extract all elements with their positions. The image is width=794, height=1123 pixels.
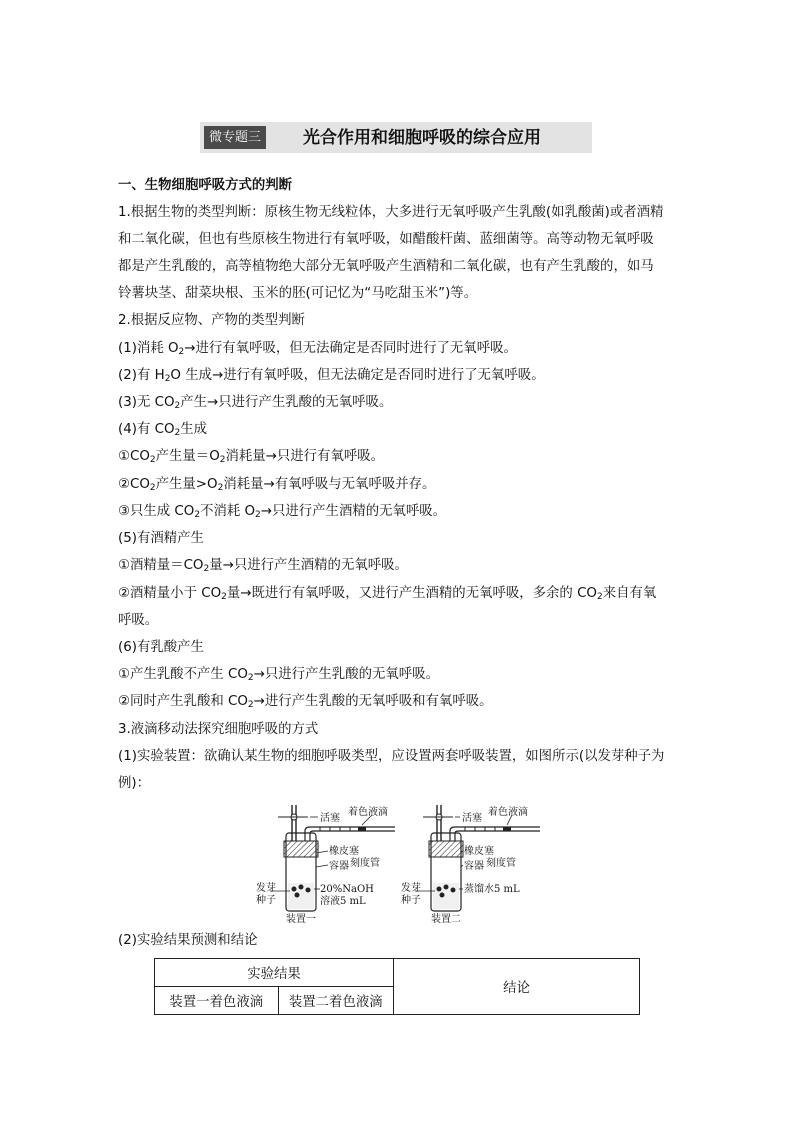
subheading: 2.根据反应物、产物的类型判断 (118, 313, 305, 328)
label: 装置一 (286, 914, 316, 925)
label: 蒸馏水5 mL (464, 884, 520, 895)
list-item: ③只生成 $CO_2$不消耗 $O_2\to$只进行产生酒精的无氧呼吸。 (118, 504, 447, 520)
section-heading: 一、生物细胞呼吸方式的判断 (118, 178, 293, 193)
label: 容器 (329, 861, 349, 872)
label: 种子 (256, 895, 276, 906)
table-header: 实验结果 (155, 959, 394, 987)
table-header: 装置一着色液滴 (155, 987, 279, 1015)
list-item: (4)有 $CO_2$生成 (118, 422, 208, 438)
list-item: (2)有 $H_2O$ 生成→进行有氧呼吸，但无法确定是否同时进行了无氧呼吸。 (118, 368, 545, 384)
list-item: (1)消耗 $O_2\to$进行有氧呼吸，但无法确定是否同时进行了无氧呼吸。 (118, 341, 517, 357)
results-table (154, 958, 640, 1015)
label: 着色液滴 (348, 807, 388, 818)
paragraph-line: 1.根据生物的类型判断：原核生物无线粒体，大多进行无氧呼吸产生乳酸(如乳酸菌)或者酒精 (118, 205, 664, 220)
page-title: 光合作用和细胞呼吸的综合应用 (303, 128, 541, 148)
list-item: (6)有乳酸产生 (118, 640, 204, 655)
label: 刻度管 (350, 858, 380, 869)
list-item: (5)有酒精产生 (118, 531, 204, 546)
label: 20%NaOH (320, 884, 374, 895)
topic-tag: 微专题三 (204, 126, 266, 149)
label: 容器 (464, 861, 484, 872)
label: 刻度管 (486, 858, 516, 869)
label: 着色液滴 (488, 807, 528, 818)
label: 活塞 (320, 813, 340, 824)
label: 溶液5 mL (320, 896, 366, 907)
list-item: $①CO_2$产生量$=O_2$消耗量→只进行有氧呼吸。 (118, 449, 385, 465)
label: 活塞 (462, 813, 482, 824)
paragraph-line: (2)实验结果预测和结论 (118, 933, 258, 948)
paragraph-line: (1)实验装置：欲确认某生物的细胞呼吸类型，应设置两套呼吸装置，如图所示(以发芽种子为 (118, 749, 665, 764)
list-item: ②酒精量小于 $CO_2$量→既进行有氧呼吸，又进行产生酒精的无氧呼吸，多余的 $CO_2$来自有氧 (118, 586, 657, 602)
table-header: 装置二着色液滴 (278, 987, 394, 1015)
apparatus-figure (250, 803, 550, 925)
label: 发芽 (401, 883, 421, 894)
list-item: (3)无 $CO_2$产生→只进行产生乳酸的无氧呼吸。 (118, 395, 393, 411)
apparatus-one (256, 805, 395, 925)
paragraph-line: 例)： (118, 776, 151, 791)
paragraph-line: 和二氧化碳，但也有些原核生物进行有氧呼吸，如醋酸杆菌、蓝细菌等。高等动物无氧呼吸 (118, 232, 654, 247)
label: 橡皮塞 (329, 846, 359, 857)
paragraph-line: 都是产生乳酸的，高等植物绝大部分无氧呼吸产生酒精和二氧化碳，也有产生乳酸的，如马 (118, 259, 654, 274)
label: 装置二 (431, 914, 461, 925)
label: 种子 (401, 895, 421, 906)
label: 橡皮塞 (464, 846, 494, 857)
list-item: $②CO_2$产生量$>O_2$消耗量→有氧呼吸与无氧呼吸并存。 (118, 477, 436, 493)
list-item: 呼吸。 (118, 613, 159, 628)
paragraph-line: 铃薯块茎、甜菜块根、玉米的胚(可记忆为“马吃甜玉米”)等。 (118, 286, 478, 301)
list-item: ①产生乳酸不产生 $CO_2\to$只进行产生乳酸的无氧呼吸。 (118, 667, 439, 683)
label: 发芽 (256, 883, 276, 894)
list-item: ②同时产生乳酸和 $CO_2\to$进行产生乳酸的无氧呼吸和有氧呼吸。 (118, 694, 493, 710)
subheading: 3.液滴移动法探究细胞呼吸的方式 (118, 722, 319, 737)
table-header: 结论 (394, 959, 640, 1015)
list-item: ①酒精量$=CO_2$量→只进行产生酒精的无氧呼吸。 (118, 558, 408, 574)
apparatus-two (401, 805, 540, 925)
